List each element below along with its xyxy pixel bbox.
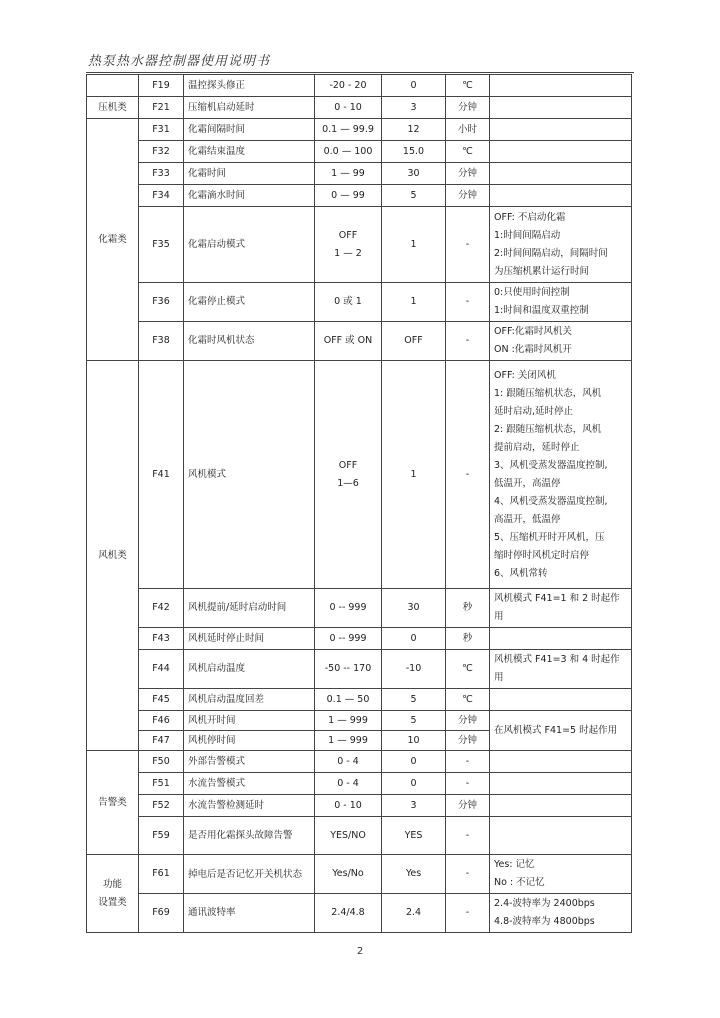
name-cell: 外部告警模式: [184, 751, 315, 773]
description-cell: 风机模式 F41=3 和 4 时起作 用: [490, 650, 632, 689]
default-cell: 1: [382, 207, 446, 283]
unit-cell: -: [446, 283, 490, 322]
code-cell: F61: [139, 855, 184, 894]
default-cell: 30: [382, 589, 446, 628]
page-number: 2: [356, 946, 364, 957]
name-cell: 风机模式: [184, 361, 315, 589]
description-cell: [490, 97, 632, 119]
code-cell: F41: [139, 361, 184, 589]
name-cell: 化霜启动模式: [184, 207, 315, 283]
name-cell: 风机延时停止时间: [184, 628, 315, 650]
group-cell-compressor: 压机类: [87, 97, 139, 119]
default-cell: 15.0: [382, 141, 446, 163]
description-cell: OFF:化霜时风机关 ON :化霜时风机开: [490, 322, 632, 361]
table-row: [87, 589, 632, 628]
table-row: [87, 855, 632, 894]
range-cell: 2.4/4.8: [315, 894, 382, 933]
unit-cell: -: [446, 817, 490, 855]
range-cell: -50 -- 170: [315, 650, 382, 689]
name-cell: 化霜间隔时间: [184, 119, 315, 141]
unit-cell: 小时: [446, 119, 490, 141]
code-cell: F69: [139, 894, 184, 933]
default-cell: 3: [382, 97, 446, 119]
table-row: [87, 163, 632, 185]
description-cell: [490, 185, 632, 207]
range-cell: 0.1 — 99.9: [315, 119, 382, 141]
table-row: [87, 650, 632, 689]
unit-cell: 分钟: [446, 795, 490, 817]
unit-cell: 秒: [446, 589, 490, 628]
unit-cell: -: [446, 855, 490, 894]
name-cell: 风机提前/延时启动时间: [184, 589, 315, 628]
name-cell: 风机开时间: [184, 711, 315, 731]
description-cell: [490, 628, 632, 650]
default-cell: YES: [382, 817, 446, 855]
code-cell: F59: [139, 817, 184, 855]
description-cell: [490, 795, 632, 817]
name-cell: 风机启动温度回差: [184, 689, 315, 711]
table-row: [87, 773, 632, 795]
default-cell: 3: [382, 795, 446, 817]
name-cell: 风机停时间: [184, 731, 315, 751]
description-cell: [490, 75, 632, 97]
name-cell: 压缩机启动延时: [184, 97, 315, 119]
description-cell: 0:只使用时间控制 1:时间和温度双重控制: [490, 283, 632, 322]
table-row: [87, 894, 632, 933]
range-cell: 0 或 1: [315, 283, 382, 322]
range-cell: 0 - 4: [315, 751, 382, 773]
code-cell: F51: [139, 773, 184, 795]
code-cell: F36: [139, 283, 184, 322]
unit-cell: ℃: [446, 650, 490, 689]
name-cell: 化霜时风机状态: [184, 322, 315, 361]
description-cell: 风机模式 F41=1 和 2 时起作 用: [490, 589, 632, 628]
code-cell: F38: [139, 322, 184, 361]
code-cell: F46: [139, 711, 184, 731]
default-cell: 5: [382, 689, 446, 711]
table-row: [87, 711, 632, 731]
unit-cell: 分钟: [446, 97, 490, 119]
default-cell: -10: [382, 650, 446, 689]
range-cell: 0 - 10: [315, 795, 382, 817]
range-cell: OFF 或 ON: [315, 322, 382, 361]
group-cell-fan: 风机类: [87, 361, 139, 751]
description-cell: [490, 119, 632, 141]
name-cell: 通讯波特率: [184, 894, 315, 933]
range-cell: 0 -- 999: [315, 628, 382, 650]
range-cell: OFF 1 — 2: [315, 207, 382, 283]
name-cell: 化霜停止模式: [184, 283, 315, 322]
description-cell: 2.4-波特率为 2400bps 4.8-波特率为 4800bps: [490, 894, 632, 933]
unit-cell: -: [446, 322, 490, 361]
code-cell: F42: [139, 589, 184, 628]
group-cell-alarm: 告警类: [87, 751, 139, 855]
table-row: [87, 751, 632, 773]
group-cell-empty: [87, 75, 139, 97]
table-row: [87, 817, 632, 855]
table-row: [87, 283, 632, 322]
default-cell: 1: [382, 361, 446, 589]
code-cell: F50: [139, 751, 184, 773]
unit-cell: -: [446, 894, 490, 933]
description-cell: 在风机模式 F41=5 时起作用: [490, 711, 632, 751]
default-cell: 10: [382, 731, 446, 751]
group-cell-function: 功能 设置类: [87, 855, 139, 933]
default-cell: 2.4: [382, 894, 446, 933]
default-cell: 0: [382, 628, 446, 650]
range-cell: 1 — 999: [315, 731, 382, 751]
unit-cell: ℃: [446, 75, 490, 97]
table-row: [87, 141, 632, 163]
description-cell: [490, 773, 632, 795]
description-cell: Yes: 记忆 No : 不记忆: [490, 855, 632, 894]
code-cell: F45: [139, 689, 184, 711]
group-cell-defrost: 化霜类: [87, 119, 139, 361]
code-cell: F43: [139, 628, 184, 650]
table-row: [87, 361, 632, 589]
document-header: 热泵热水器控制器使用说明书: [88, 54, 271, 69]
name-cell: 化霜滴水时间: [184, 185, 315, 207]
unit-cell: -: [446, 751, 490, 773]
description-cell: [490, 689, 632, 711]
name-cell: 化霜时间: [184, 163, 315, 185]
default-cell: 12: [382, 119, 446, 141]
unit-cell: 分钟: [446, 731, 490, 751]
code-cell: F44: [139, 650, 184, 689]
table-row: [87, 97, 632, 119]
range-cell: 0 -- 999: [315, 589, 382, 628]
range-cell: 0.1 — 50: [315, 689, 382, 711]
default-cell: 0: [382, 75, 446, 97]
description-cell: [490, 163, 632, 185]
range-cell: OFF 1—6: [315, 361, 382, 589]
default-cell: 1: [382, 283, 446, 322]
range-cell: 0 - 10: [315, 97, 382, 119]
unit-cell: 分钟: [446, 185, 490, 207]
code-cell: F21: [139, 97, 184, 119]
code-cell: F47: [139, 731, 184, 751]
unit-cell: -: [446, 207, 490, 283]
unit-cell: ℃: [446, 689, 490, 711]
default-cell: 5: [382, 711, 446, 731]
range-cell: Yes/No: [315, 855, 382, 894]
unit-cell: -: [446, 773, 490, 795]
table-row: [87, 689, 632, 711]
range-cell: YES/NO: [315, 817, 382, 855]
default-cell: 5: [382, 185, 446, 207]
default-cell: 0: [382, 773, 446, 795]
range-cell: 1 — 99: [315, 163, 382, 185]
name-cell: 是否用化霜探头故障告警: [184, 817, 315, 855]
table-row: [87, 628, 632, 650]
range-cell: 1 — 999: [315, 711, 382, 731]
table-row: [87, 795, 632, 817]
description-cell: [490, 817, 632, 855]
unit-cell: ℃: [446, 141, 490, 163]
description-cell: OFF: 不启动化霜 1:时间间隔启动 2:时间间隔启动，间隔时间 为压缩机累计运行时间: [490, 207, 632, 283]
code-cell: F31: [139, 119, 184, 141]
name-cell: 温控探头修正: [184, 75, 315, 97]
name-cell: 风机启动温度: [184, 650, 315, 689]
description-cell: OFF: 关闭风机 1: 跟随压缩机状态，风机 延时启动,延时停止 2: 跟随压缩机状态，风机 提前启动，延时停止 3、风机受蒸发器温度控制, 低温开，高温停 4、风机受蒸发器温度控制, 高温开，低温停 5、压缩机开时开风机，压 缩时停时风机定时启停 6、风机常转: [490, 361, 632, 589]
code-cell: F32: [139, 141, 184, 163]
code-cell: F52: [139, 795, 184, 817]
range-cell: 0 — 99: [315, 185, 382, 207]
unit-cell: 分钟: [446, 711, 490, 731]
parameter-table: [86, 74, 632, 933]
default-cell: 30: [382, 163, 446, 185]
code-cell: F34: [139, 185, 184, 207]
table-row: [87, 207, 632, 283]
range-cell: 0.0 — 100: [315, 141, 382, 163]
code-cell: F35: [139, 207, 184, 283]
description-cell: [490, 141, 632, 163]
name-cell: 掉电后是否记忆开关机状态: [184, 855, 315, 894]
unit-cell: 分钟: [446, 163, 490, 185]
code-cell: F33: [139, 163, 184, 185]
default-cell: OFF: [382, 322, 446, 361]
range-cell: -20 - 20: [315, 75, 382, 97]
description-cell: [490, 751, 632, 773]
unit-cell: 秒: [446, 628, 490, 650]
name-cell: 化霜结束温度: [184, 141, 315, 163]
table-row: [87, 322, 632, 361]
table-row: [87, 75, 632, 97]
default-cell: 0: [382, 751, 446, 773]
header-rule: [86, 72, 634, 73]
name-cell: 水流告警检测延时: [184, 795, 315, 817]
table-row: [87, 119, 632, 141]
unit-cell: -: [446, 361, 490, 589]
code-cell: F19: [139, 75, 184, 97]
name-cell: 水流告警模式: [184, 773, 315, 795]
default-cell: Yes: [382, 855, 446, 894]
range-cell: 0 - 4: [315, 773, 382, 795]
table-row: [87, 185, 632, 207]
